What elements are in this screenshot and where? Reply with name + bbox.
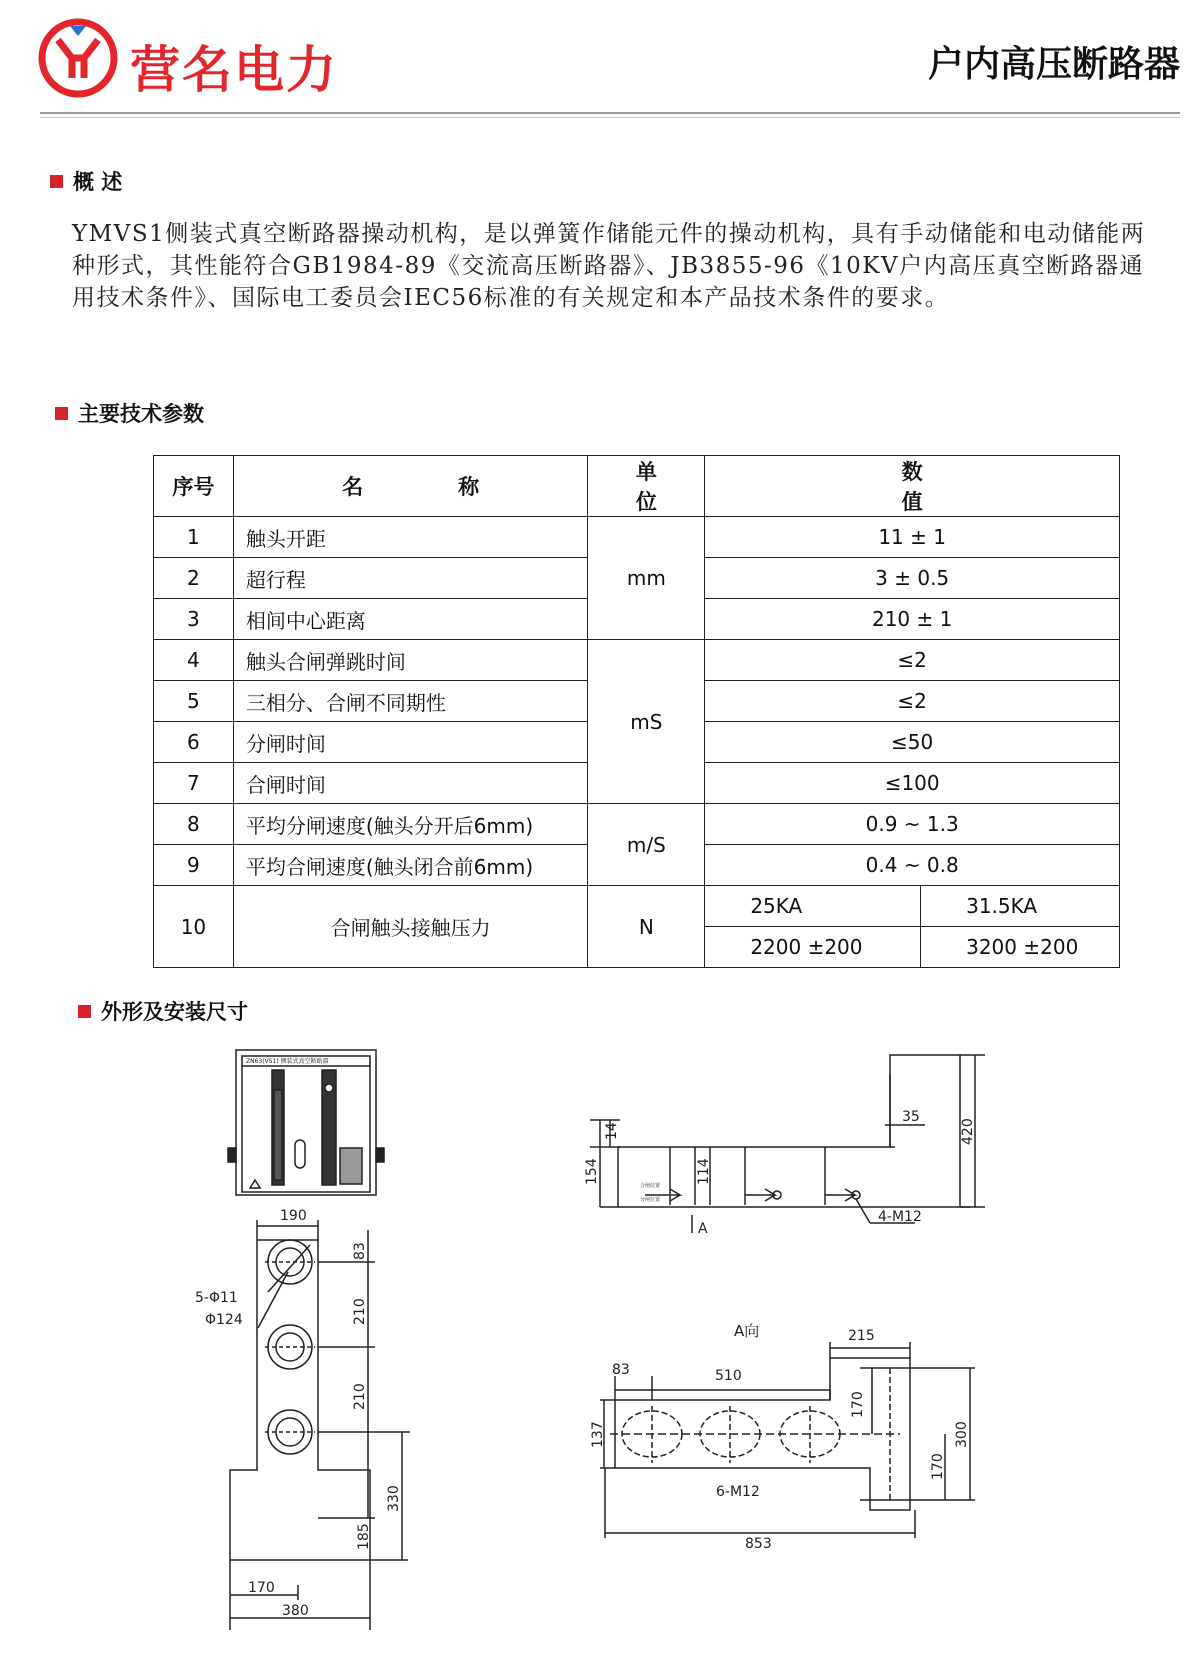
svg-text:170: 170 — [930, 1453, 946, 1480]
svg-text:210: 210 — [352, 1298, 368, 1325]
bullet-square-icon — [50, 175, 63, 188]
svg-text:330: 330 — [386, 1485, 402, 1512]
svg-text:137: 137 — [590, 1421, 606, 1448]
svg-text:300: 300 — [954, 1421, 970, 1448]
col-header-value: 数值 — [705, 456, 1120, 517]
svg-text:35: 35 — [902, 1109, 920, 1125]
svg-text:4-M12: 4-M12 — [878, 1209, 922, 1225]
section-overview-heading: 概 述 — [50, 166, 122, 196]
brand-name: 营名电力 — [130, 41, 338, 99]
section-dimensions-heading: 外形及安装尺寸 — [78, 996, 248, 1026]
table-row: 2200 ±200 3200 ±200 — [154, 927, 1120, 968]
table-row: 9 平均合闸速度(触头闭合前6mm) 0.4 ~ 0.8 — [154, 845, 1120, 886]
front-view-drawing — [190, 1040, 450, 1640]
table-row: 1 触头开距 mm 11 ± 1 — [154, 517, 1120, 558]
section-params-heading: 主要技术参数 — [55, 398, 204, 428]
unit-cell: mm — [588, 517, 705, 640]
table-row: 7 合闸时间 ≤100 — [154, 763, 1120, 804]
unit-cell: mS — [588, 640, 705, 804]
svg-text:83: 83 — [612, 1362, 630, 1378]
params-table — [153, 455, 1120, 968]
overview-text: YMVS1侧装式真空断路器操动机构，是以弹簧作储能元件的操动机构，具有手动储能和电动储能两种形式，其性能符合GB1984-89《交流高压断路器》、JB3855-96《10KV户内高压真空断路器通用技术条件》、国际电工委员会IEC56标准的有关规定和本产品技术条件的要求。 — [72, 221, 1146, 311]
table-row: 2 超行程 3 ± 0.5 — [154, 558, 1120, 599]
svg-text:190: 190 — [280, 1208, 307, 1224]
table-row: 6 分闸时间 ≤50 — [154, 722, 1120, 763]
svg-text:114: 114 — [696, 1158, 712, 1185]
table-row: 3 相间中心距离 210 ± 1 — [154, 599, 1120, 640]
header-divider — [40, 112, 1180, 114]
svg-text:A: A — [698, 1221, 708, 1237]
svg-text:合闸位置: 合闸位置 — [640, 1183, 661, 1189]
svg-text:853: 853 — [745, 1536, 772, 1552]
col-header-name: 名称 — [233, 456, 588, 517]
svg-text:Φ124: Φ124 — [205, 1312, 243, 1328]
col-header-no: 序号 — [154, 456, 234, 517]
brand-logo — [38, 18, 118, 98]
table-row: 4 触头合闸弹跳时间 mS ≤2 — [154, 640, 1120, 681]
page-title: 户内高压断路器 — [927, 44, 1180, 85]
svg-text:170: 170 — [850, 1391, 866, 1418]
table-header-row — [154, 456, 1120, 517]
table-row: 8 平均分闸速度(触头分开后6mm) m/S 0.9 ~ 1.3 — [154, 804, 1120, 845]
svg-text:170: 170 — [248, 1580, 275, 1596]
svg-text:510: 510 — [715, 1368, 742, 1384]
table-row: 10 合闸触头接触压力 N 25KA 31.5KA — [154, 886, 1120, 927]
svg-text:210: 210 — [352, 1383, 368, 1410]
svg-text:215: 215 — [848, 1328, 875, 1344]
panel-label: ZN63(VS1) 侧装式真空断路器 — [246, 1058, 329, 1065]
svg-text:分闸位置: 分闸位置 — [640, 1197, 661, 1203]
svg-text:420: 420 — [960, 1118, 976, 1145]
unit-cell: N — [588, 886, 705, 968]
header-divider-thin — [40, 117, 1180, 118]
svg-text:A向: A向 — [734, 1322, 760, 1340]
svg-text:185: 185 — [356, 1523, 372, 1550]
svg-text:380: 380 — [282, 1603, 309, 1619]
unit-cell: m/S — [588, 804, 705, 886]
bullet-square-icon — [55, 407, 68, 420]
svg-text:5-Φ11: 5-Φ11 — [195, 1290, 238, 1306]
col-header-unit: 单位 — [588, 456, 705, 517]
mounting-outline — [230, 1240, 370, 1560]
bullet-square-icon — [78, 1005, 91, 1018]
a-view-drawing — [590, 1318, 1030, 1568]
svg-text:14: 14 — [604, 1122, 620, 1140]
table-row: 5 三相分、合闸不同期性 ≤2 — [154, 681, 1120, 722]
svg-text:154: 154 — [584, 1158, 600, 1185]
svg-text:6-M12: 6-M12 — [716, 1484, 760, 1500]
svg-text:83: 83 — [352, 1242, 368, 1260]
side-view-drawing — [580, 1045, 1010, 1245]
